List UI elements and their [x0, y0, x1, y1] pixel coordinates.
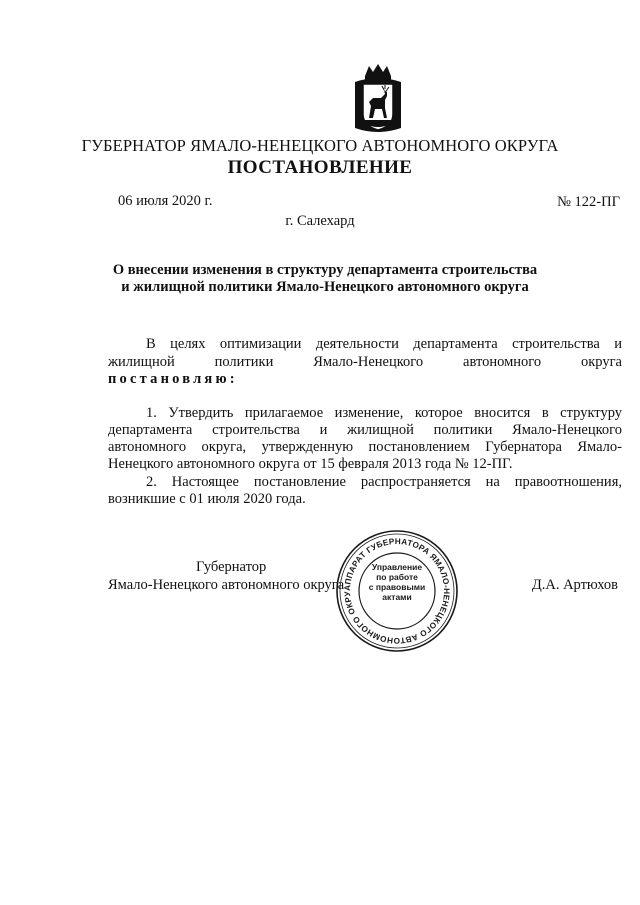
item-2-line-2: возникшие с 01 июля 2020 года. [108, 491, 306, 507]
stamp-center-line-3: с правовыми [368, 582, 426, 592]
stamp-ring-text: АППАРАТ ГУБЕРНАТОРА ЯМАЛО-НЕНЕЦКОГО АВТОНОМНОГО ОКРУ [342, 536, 452, 646]
item-1-line-4: Ненецкого автономного округа от 15 февраля 2013 года № 12-ПГ. [108, 456, 513, 472]
item-1-line-1: 1. Утвердить прилагаемое изменение, которое вносится в структуру [146, 405, 622, 421]
official-stamp [334, 528, 460, 654]
signatory-name: Д.А. Артюхов [531, 577, 618, 593]
signatory-title-line-2: Ямало-Ненецкого автономного округа [108, 577, 345, 593]
issuing-authority: ГУБЕРНАТОР ЯМАЛО-НЕНЕЦКОГО АВТОНОМНОГО ОКРУГА [81, 136, 559, 155]
item-1-line-3: автономного округа, утвержденную постановлением Губернатора Ямало- [108, 439, 622, 455]
signatory-title-line-1: Губернатор [196, 559, 267, 575]
document-type-title: ПОСТАНОВЛЕНИЕ [227, 157, 413, 178]
stamp-center-line-1: Управление [371, 562, 423, 572]
item-1-line-2: департамента строительства и жилищной политики Ямало-Ненецкого [108, 422, 622, 438]
document-number: № 122-ПГ [557, 194, 620, 210]
yamal-coat-of-arms-icon [351, 62, 405, 138]
subject-line-1: О внесении изменения в структуру департамента строительства [112, 262, 538, 278]
preamble-line-1: В целях оптимизации деятельности департамента строительства и [146, 336, 622, 352]
item-2-line-1: 2. Настоящее постановление распространяется на правоотношения, [146, 474, 622, 490]
stamp-center-line-2: по работе [376, 572, 418, 582]
document-subject-title [60, 262, 590, 296]
stamp-center-text [360, 562, 434, 602]
stamp-center-line-4: актами [382, 592, 412, 602]
preamble-line-2: жилищной политики Ямало-Ненецкого автономного округа [108, 354, 622, 370]
document-city: г. Салехард [285, 213, 355, 229]
subject-line-2: и жилищной политики Ямало-Ненецкого автономного округа [121, 279, 529, 295]
document-date: 06 июля 2020 г. [118, 193, 213, 209]
decree-word: постановляю: [108, 371, 238, 387]
